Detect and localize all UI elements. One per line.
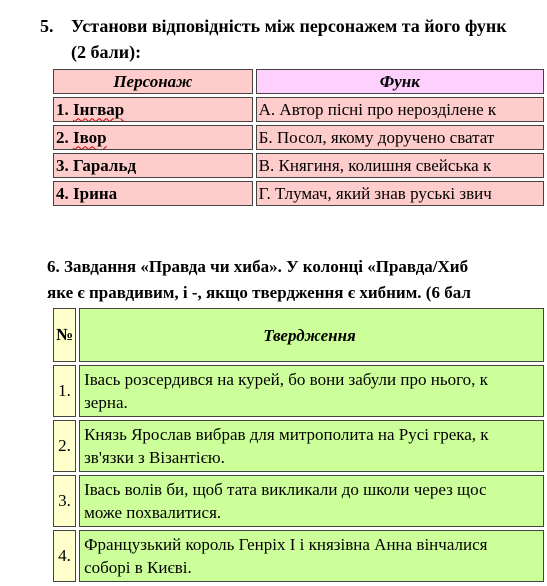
statement-line1: Івась розсердився на курей, бо вони забули про нього, к: [84, 370, 488, 389]
character-cell: [53, 97, 253, 122]
row-number: 4.: [53, 530, 76, 582]
function-cell: В. Княгиня, колишня свейська к: [256, 153, 544, 178]
row-number: 2.: [53, 420, 76, 472]
question-5-text-line1: Установи відповідність між персонажем та його функ: [71, 16, 507, 36]
matching-table-header: [53, 69, 544, 94]
table-row: [53, 475, 544, 527]
spellcheck-word: Інгвар: [73, 99, 125, 119]
question-6-text-line1: 6. Завдання «Правда чи хиба». У колонці «Правда/Хиб: [47, 257, 469, 276]
true-false-header: [53, 308, 544, 362]
character-label: 2. Івор: [56, 127, 107, 147]
statement-line1: Князь Ярослав вибрав для митрополита на Русі грека, к: [84, 425, 489, 444]
header-number: №: [53, 308, 76, 362]
statement-line2: соборі в Києві.: [84, 558, 192, 577]
statement-cell: [79, 420, 544, 472]
character-label: 1. Інгвар: [56, 99, 125, 119]
question-5-number: 5.: [40, 16, 54, 36]
table-row: [53, 530, 544, 582]
statement-cell: [79, 475, 544, 527]
header-statement: Твердження: [79, 308, 544, 362]
true-false-table: [50, 305, 547, 585]
spellcheck-word: Івор: [73, 127, 107, 147]
header-function: Функ: [256, 69, 544, 94]
character-cell: [53, 181, 253, 206]
row-number: 3.: [53, 475, 76, 527]
statement-cell: [79, 365, 544, 417]
table-row: [53, 125, 544, 150]
statement-cell: [79, 530, 544, 582]
function-cell: Б. Посол, якому доручено сватат: [256, 125, 544, 150]
table-row: [53, 420, 544, 472]
statement-line2: зв'язки з Візантією.: [84, 448, 225, 467]
character-label: 3. Гаральд: [56, 155, 137, 175]
statement-line1: Івась волів би, щоб тата викликали до школи через щос: [84, 480, 487, 499]
question-6-text-line2: яке є правдивим, і -, якщо твердження є хибним. (6 бал: [47, 283, 471, 302]
question-5-points: (2 бали):: [71, 42, 142, 62]
function-cell: А. Автор пісні про нерозділене к: [256, 97, 544, 122]
statement-line2: може похвалитися.: [84, 503, 222, 522]
function-cell: Г. Тлумач, який знав руські звич: [256, 181, 544, 206]
statement-line2: зерна.: [84, 393, 128, 412]
table-row: [53, 153, 544, 178]
character-cell: [53, 125, 253, 150]
row-number: 1.: [53, 365, 76, 417]
character-label: 4. Ірина: [56, 183, 118, 203]
header-character: Персонаж: [53, 69, 253, 94]
character-cell: [53, 153, 253, 178]
matching-table: [50, 66, 547, 209]
statement-line1: Французький король Генріх І і князівна Анна вінчалися: [84, 535, 488, 554]
table-row: [53, 97, 544, 122]
table-row: [53, 365, 544, 417]
table-row: [53, 181, 544, 206]
